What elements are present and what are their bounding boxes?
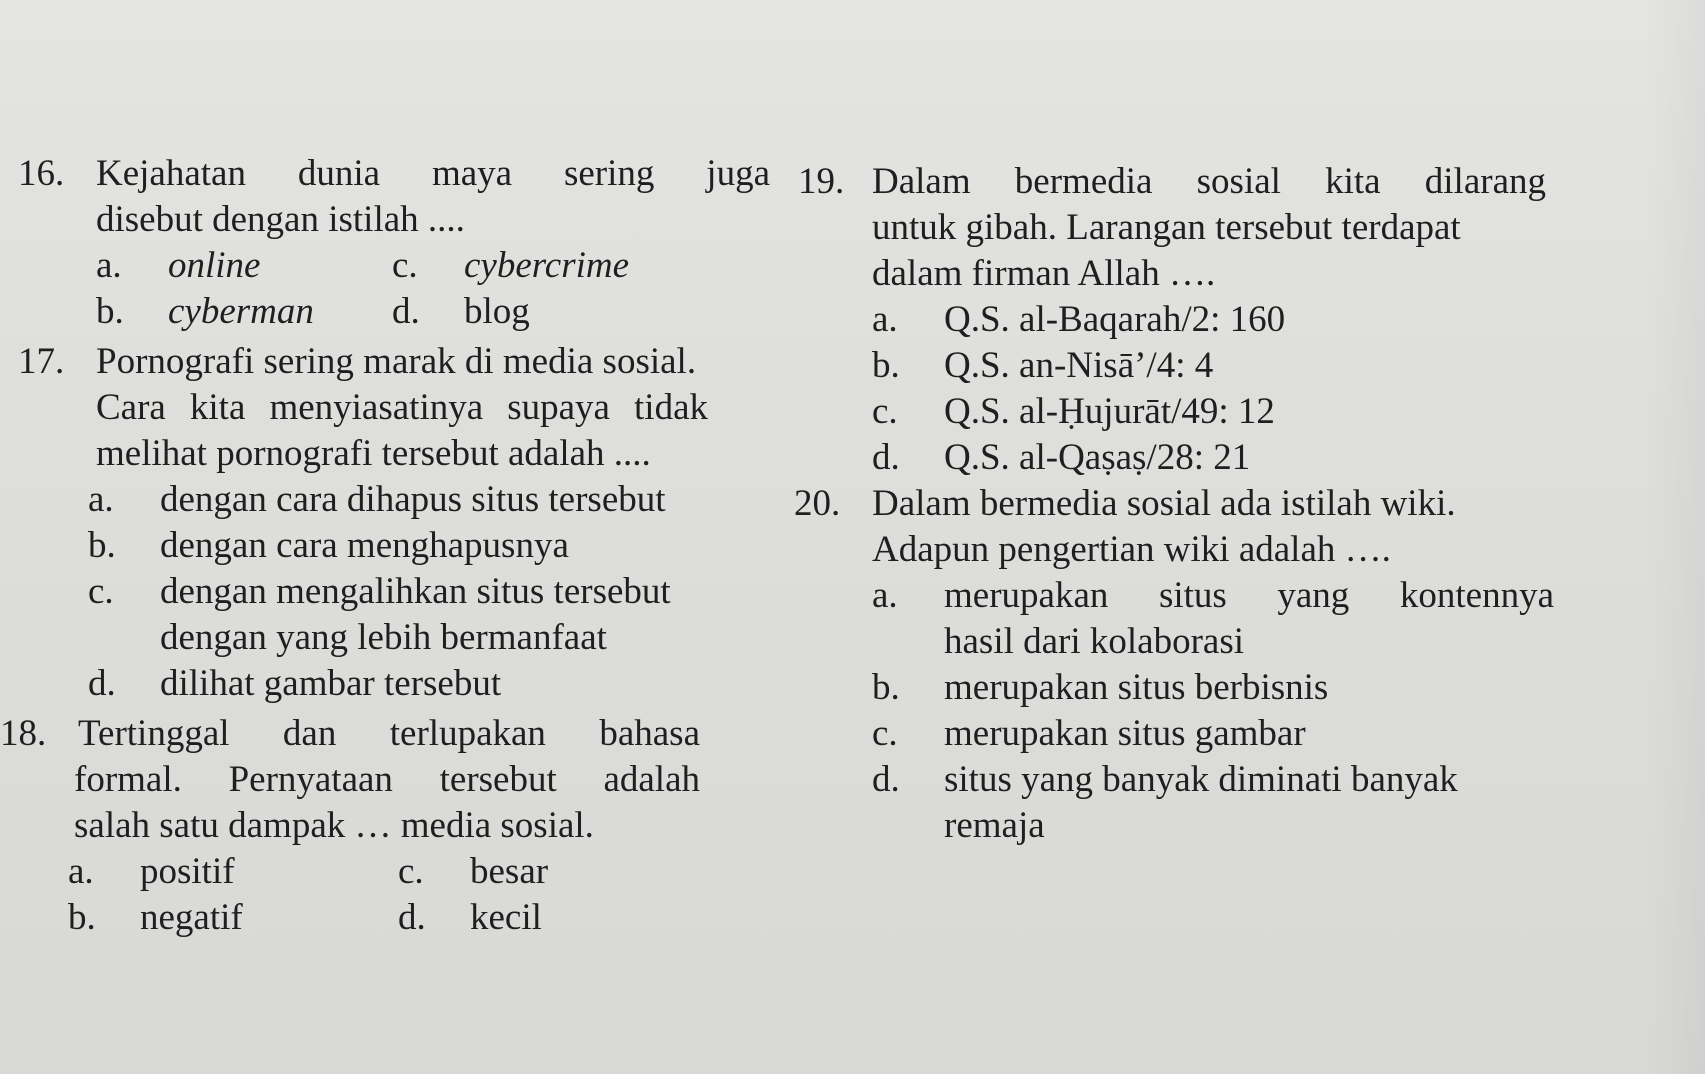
option-text: merupakan situs yang kontennya: [944, 574, 1554, 616]
option-b[interactable]: [88, 522, 788, 568]
option-letter: c.: [872, 712, 898, 754]
question-text-line: Tertinggal dan terlupakan bahasa: [78, 712, 700, 754]
question-text-line: melihat pornografi tersebut adalah ....: [96, 432, 651, 474]
option-a[interactable]: [68, 850, 398, 892]
option-letter: b.: [88, 524, 116, 566]
option-text: blog: [464, 290, 530, 332]
option-text-continued: dengan yang lebih bermanfaat: [160, 616, 607, 658]
option-b[interactable]: [96, 290, 392, 332]
question-number: 18.: [0, 712, 47, 754]
option-text: cybercrime: [464, 244, 630, 286]
option-text: Q.S. an-Nisā’/4: 4: [944, 344, 1214, 386]
option-a[interactable]: [872, 572, 1678, 618]
right-column: [794, 158, 1678, 848]
question-17: [18, 338, 788, 706]
option-text: dengan mengalihkan situs tersebut: [160, 570, 671, 612]
option-text: besar: [470, 850, 549, 892]
option-text: positif: [140, 850, 235, 892]
option-a[interactable]: [872, 296, 1678, 342]
question-text-line: Dalam bermedia sosial ada istilah wiki.: [872, 482, 1456, 524]
option-letter: c.: [398, 850, 424, 892]
left-column: [0, 150, 788, 940]
option-text-continued: hasil dari kolaborasi: [944, 620, 1245, 662]
option-b[interactable]: [68, 896, 398, 938]
question-number: 19.: [798, 160, 845, 202]
option-b[interactable]: [872, 342, 1678, 388]
question-text-line: Kejahatan dunia maya sering juga: [96, 152, 770, 194]
option-letter: c.: [872, 390, 898, 432]
question-text-line: formal. Pernyataan tersebut adalah: [74, 758, 700, 800]
option-a[interactable]: [88, 476, 788, 522]
option-text: dengan cara dihapus situs tersebut: [160, 478, 666, 520]
option-text: cyberman: [168, 290, 314, 332]
option-d[interactable]: [872, 756, 1678, 802]
option-c[interactable]: [392, 244, 630, 286]
option-letter: d.: [872, 758, 900, 800]
question-text-line: Cara kita menyiasatinya supaya tidak: [96, 386, 708, 428]
question-text-line: Pornografi sering marak di media sosial.: [96, 340, 697, 382]
option-d[interactable]: [88, 660, 788, 706]
option-text: Q.S. al-Ḥujurāt/49: 12: [944, 390, 1275, 432]
question-number: 17.: [18, 340, 65, 382]
option-text: negatif: [140, 896, 243, 938]
option-d[interactable]: [392, 290, 530, 332]
option-letter: b.: [872, 344, 900, 386]
question-19: [798, 158, 1678, 480]
question-text-line: dalam firman Allah ….: [872, 252, 1216, 294]
option-text: online: [168, 244, 261, 286]
option-letter: d.: [872, 436, 900, 478]
option-letter: d.: [392, 290, 420, 332]
option-letter: a.: [88, 478, 114, 520]
option-c[interactable]: [88, 568, 788, 614]
option-letter: b.: [872, 666, 900, 708]
option-letter: d.: [88, 662, 116, 704]
option-a[interactable]: [96, 244, 392, 286]
option-text-continued: remaja: [944, 804, 1045, 846]
option-letter: a.: [96, 244, 122, 286]
option-text: kecil: [470, 896, 542, 938]
option-text: merupakan situs gambar: [944, 712, 1306, 754]
option-letter: a.: [68, 850, 94, 892]
question-18: [0, 710, 788, 940]
option-letter: a.: [872, 298, 898, 340]
option-letter: b.: [68, 896, 96, 938]
option-d[interactable]: [398, 896, 542, 938]
option-c[interactable]: [872, 710, 1678, 756]
option-c[interactable]: [398, 850, 549, 892]
question-text-line: Adapun pengertian wiki adalah ….: [872, 528, 1391, 570]
option-d[interactable]: [872, 434, 1678, 480]
question-text-line: untuk gibah. Larangan tersebut terdapat: [872, 206, 1461, 248]
option-text: merupakan situs berbisnis: [944, 666, 1329, 708]
option-letter: d.: [398, 896, 426, 938]
question-text-line: Dalam bermedia sosial kita dilarang: [872, 160, 1546, 202]
question-16: [18, 150, 788, 334]
option-text: dengan cara menghapusnya: [160, 524, 569, 566]
option-letter: c.: [392, 244, 418, 286]
option-letter: c.: [88, 570, 114, 612]
question-20: [794, 480, 1678, 848]
question-text-line: disebut dengan istilah ....: [96, 198, 465, 240]
option-text: situs yang banyak diminati banyak: [944, 758, 1458, 800]
option-text: Q.S. al-Baqarah/2: 160: [944, 298, 1286, 340]
option-text: dilihat gambar tersebut: [160, 662, 502, 704]
question-number: 20.: [794, 482, 841, 524]
option-b[interactable]: [872, 664, 1678, 710]
option-text: Q.S. al-Qaṣaṣ/28: 21: [944, 436, 1251, 478]
question-text-line: salah satu dampak … media sosial.: [74, 804, 594, 846]
option-letter: a.: [872, 574, 898, 616]
option-c[interactable]: [872, 388, 1678, 434]
question-number: 16.: [18, 152, 65, 194]
option-letter: b.: [96, 290, 124, 332]
